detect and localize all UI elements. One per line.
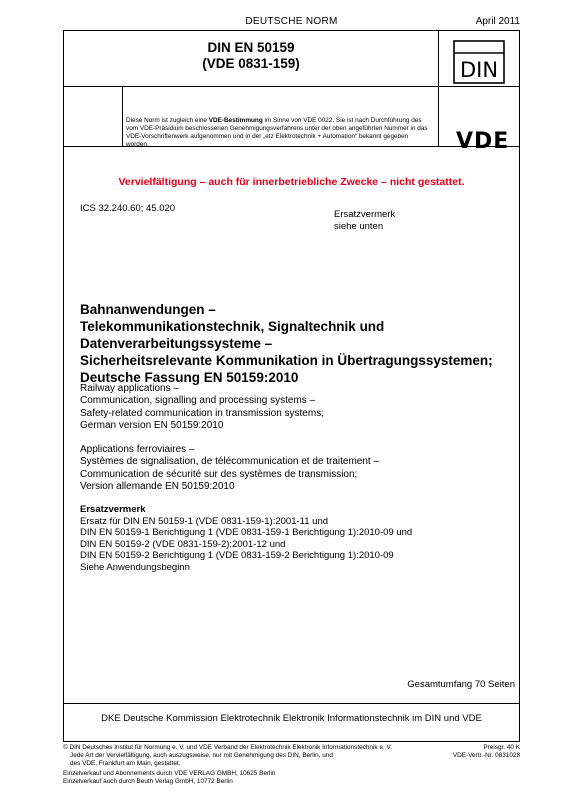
- replacement-line: Ersatz für DIN EN 50159-1 (VDE 0831-159-1):2001-11 und: [80, 515, 329, 527]
- replacement-line: Siehe Anwendungsbeginn: [80, 561, 190, 573]
- replacement-hint: Ersatzvermerk siehe unten: [334, 209, 396, 232]
- norm-number-block: [64, 40, 438, 72]
- reproduction-warning: Vervielfältigung – auch für innerbetriebliche Zwecke – nicht gestattet.: [118, 176, 465, 188]
- dke-divider: [64, 703, 519, 704]
- price-group: Preisgr. 40 K: [483, 744, 520, 751]
- replacement-line: DIN EN 50159-2 Berichtigung 1 (VDE 0831-159-2 Berichtigung 1):2010-09: [80, 550, 394, 562]
- replacement-line: DIN EN 50159-2 (VDE 0831-159-2):2001-12 und: [80, 538, 286, 550]
- replacement-heading: Ersatzvermerk: [80, 504, 146, 515]
- order-number: VDE-Vertr.-Nr. 0831028: [452, 752, 520, 759]
- replacement-notice: [80, 504, 510, 574]
- english-title: Railway applications – Communication, signalling and processing systems – Safety-related communication in transmission systems; German version EN 50159:2010: [80, 383, 324, 432]
- header-divider-1: [64, 86, 519, 87]
- price-info: [450, 744, 520, 760]
- dke-line: DKE Deutsche Kommission Elektrotechnik Elektronik Informationstechnik im DIN und VDE: [101, 713, 482, 724]
- vde-determination-note: Diese Norm ist zugleich eine VDE-Bestimmung im Sinne von VDE 0022. Sie ist nach Durchführung des vom VDE-Präsidium beschlossenen Genehmigungsverfahrens unter der oben angeführten Nummer in das VDE-Vorschriftenwerk aufgenommen und in der „etz Elektrotechnik + Automation“ bekannt gegeben worden.: [126, 117, 428, 148]
- vde-logo: VDE: [456, 129, 510, 154]
- ics-code: ICS 32.240.60; 45.020: [80, 203, 176, 214]
- french-title: Applications ferroviaires – Systèmes de signalisation, de télécommunication et de traitement – Communication de sécurité sur des systèmes de transmission; Version allemande EN 50159:2010: [80, 444, 380, 493]
- top-bar: [63, 16, 520, 30]
- document-type: DEUTSCHE NORM: [245, 16, 338, 27]
- sales-info: Einzelverkauf und Abonnements durch VDE VERLAG GMBH, 10625 Berlin Einzelverkauf auch durch Beuth Verlag GmbH, 10772 Berlin: [63, 770, 276, 785]
- din-logo-text: DIN: [459, 58, 499, 82]
- cover-frame: [63, 30, 520, 742]
- norm-number: DIN EN 50159: [207, 40, 295, 55]
- copyright-notice: © DIN Deutsches Institut für Normung e. V. und VDE Verband der Elektrotechnik Elektronik Informationstechnik e. V. Jede Art der Vervielfältigung, auch auszugsweise, nur mit Genehmigung des DIN, Berlin, und des VDE, Frankfurt am Main, gestattet.: [63, 744, 392, 767]
- publication-date: April 2011: [475, 16, 520, 27]
- total-pages: Gesamtumfang 70 Seiten: [407, 679, 515, 690]
- vde-number: (VDE 0831-159): [202, 56, 300, 71]
- note-divider-vertical: [122, 86, 123, 146]
- replacement-line: DIN EN 50159-1 Berichtigung 1 (VDE 0831-159-1 Berichtigung 1):2010-09 und: [80, 527, 413, 539]
- header-divider-vertical: [438, 31, 439, 146]
- din-logo: [453, 40, 505, 84]
- german-title: Bahnanwendungen – Telekommunikationstechnik, Signaltechnik und Datenverarbeitungssysteme – Sicherheitsrelevante Kommunikation in Übertragungssystemen; Deutsche Fassung EN 50159:2010: [80, 302, 493, 385]
